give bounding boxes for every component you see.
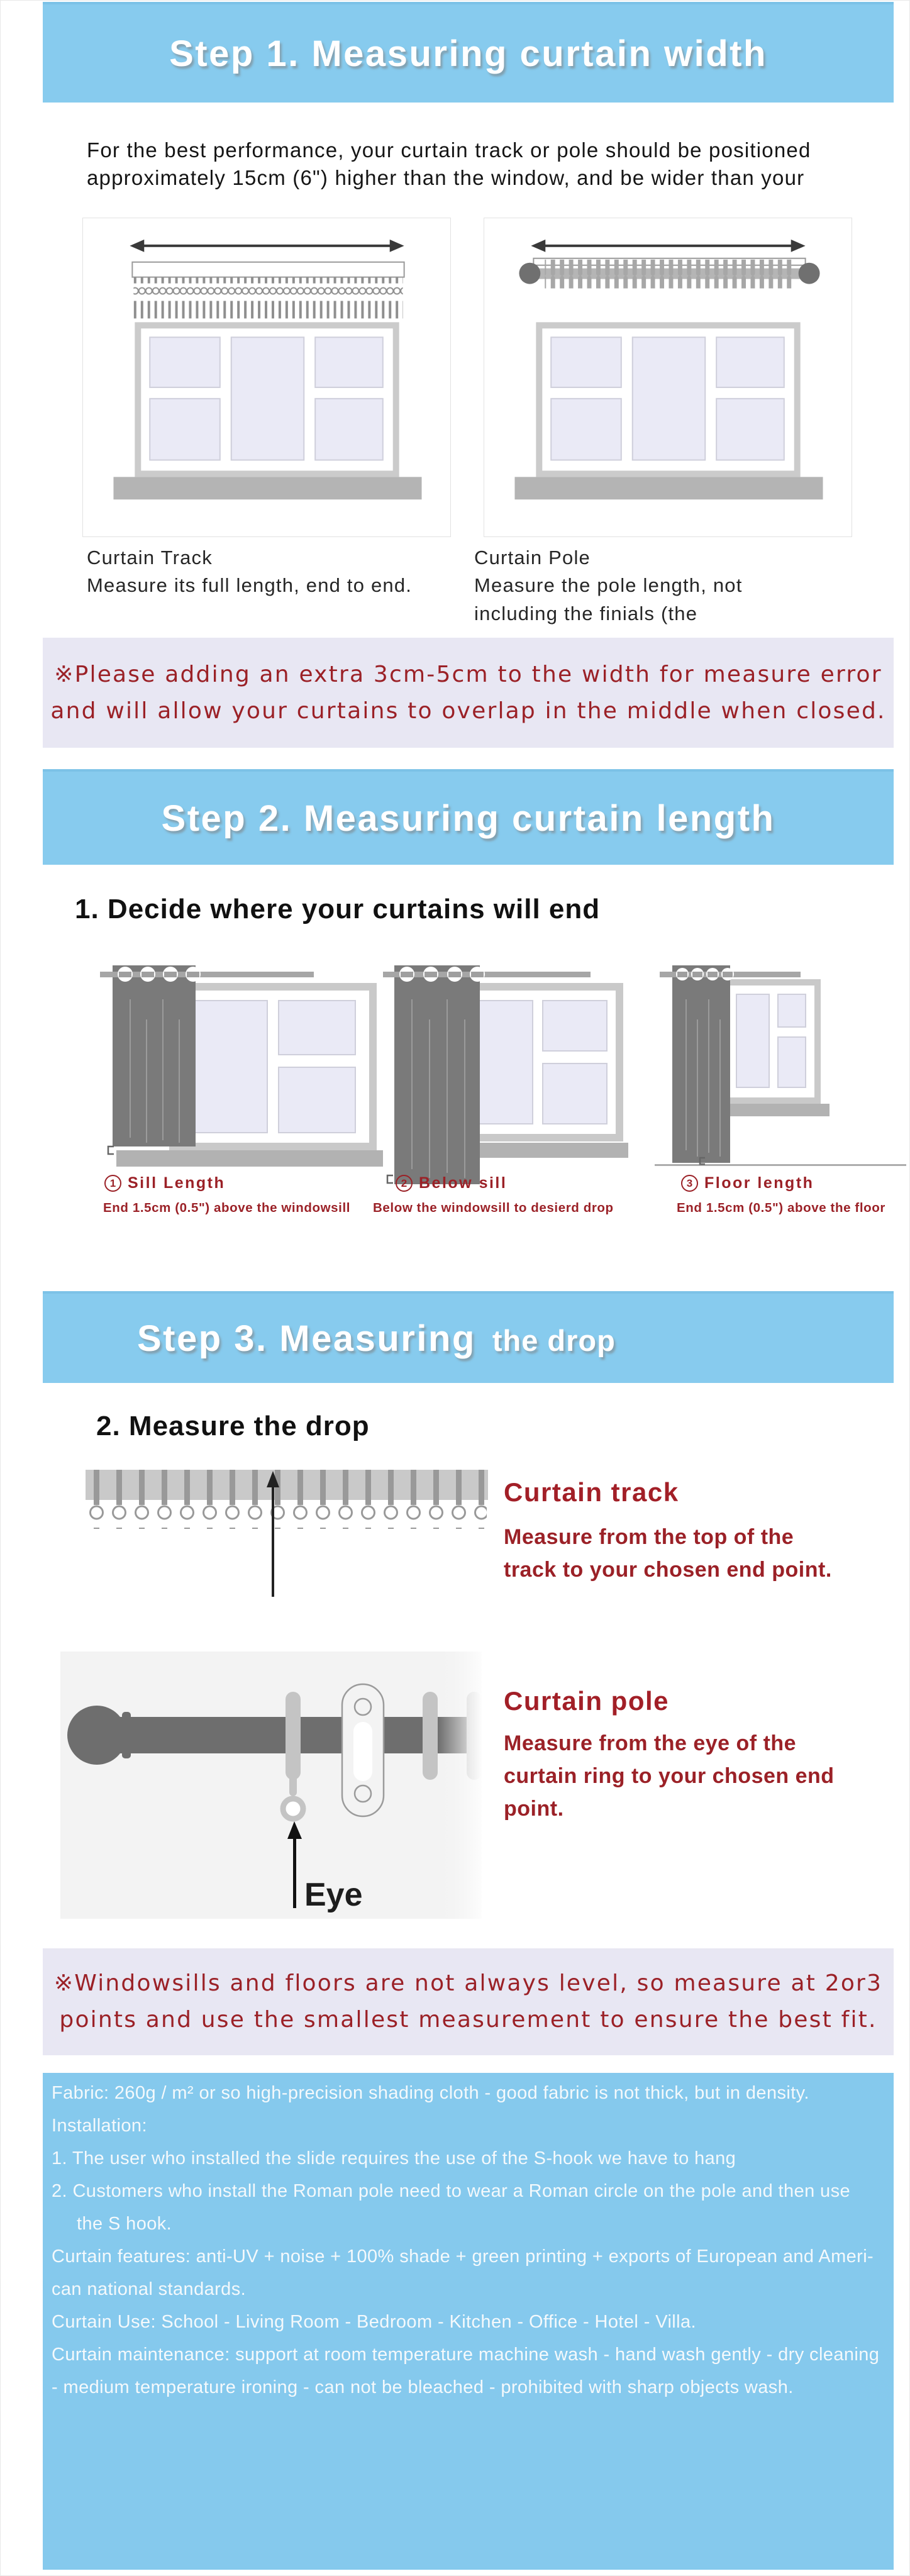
curtain-pole-label: Curtain Pole — [474, 547, 591, 569]
step3-banner — [43, 1291, 894, 1383]
option1-title-text: Sill Length — [128, 1174, 226, 1192]
option-sill-title — [104, 1174, 225, 1192]
step1-intro-text — [87, 136, 811, 192]
step3-banner-title: Step 3. Measuring the drop — [137, 1318, 616, 1359]
pole-measure-line2: curtain ring to your chosen end — [504, 1764, 835, 1788]
level-note-line2: points and use the smallest measurement to ensure the best fit. — [59, 2007, 877, 2033]
curtain-track-label: Curtain Track — [87, 547, 213, 569]
step3-banner-subtitle: the drop — [492, 1323, 616, 1357]
track-measure-line2: track to your chosen end point. — [504, 1558, 832, 1582]
option-floor-title — [681, 1174, 814, 1192]
track-hooks — [87, 1470, 487, 1529]
details-line-maintenance-2: - medium temperature ironing - can not be bleached - prohibited with sharp objects wash. — [52, 2377, 794, 2397]
curtain-pole-desc-line2: including the finials (the — [474, 602, 698, 625]
step2-banner-title: Step 2. Measuring curtain length — [161, 797, 775, 839]
sill-length-illustration — [95, 962, 387, 1172]
step2-banner — [43, 769, 894, 865]
windowsill — [725, 1104, 830, 1116]
option2-title-text: Below sill — [419, 1174, 508, 1192]
window — [721, 979, 821, 1104]
step1-intro-line2: approximately 15cm (6") higher than the window, and be wider than your — [87, 166, 805, 189]
window — [536, 322, 800, 477]
pole-rings — [545, 260, 794, 289]
level-measure-note — [43, 1948, 894, 2055]
details-line-installation: Installation: — [52, 2116, 147, 2136]
end-point-marker — [108, 1146, 114, 1154]
window — [135, 322, 399, 477]
track-hooks — [133, 277, 402, 319]
details-line-use: Curtain Use: School - Living Room - Bedroom - Kitchen - Office - Hotel - Villa. — [52, 2312, 696, 2332]
pole-finial-left — [519, 263, 540, 284]
curtain-pole-title: Curtain pole — [504, 1686, 670, 1716]
below-sill-illustration — [378, 962, 630, 1186]
pole-drop-illustration — [60, 1652, 482, 1919]
option1-number-icon: 1 — [104, 1175, 121, 1192]
measure-drop-heading: 2. Measure the drop — [96, 1411, 370, 1441]
window — [169, 983, 377, 1150]
details-line-install-2b: the S hook. — [77, 2214, 172, 2234]
option-floor-desc: End 1.5cm (0.5") above the floor — [677, 1201, 885, 1215]
width-arrow — [531, 240, 805, 252]
option2-number-icon: 2 — [396, 1175, 413, 1192]
pole-measure-line3: point. — [504, 1797, 564, 1821]
details-line-fabric: Fabric: 260g / m² or so high-precision shading cloth - good fabric is not thick, but in density. — [52, 2083, 809, 2103]
width-arrow — [130, 240, 404, 252]
curtain-panel — [672, 965, 730, 1163]
width-note-line1: ※Please adding an extra 3cm-5cm to the width for measure error — [54, 661, 882, 687]
window-pole-diagram — [484, 218, 852, 537]
windowsill — [113, 477, 421, 499]
details-line-maintenance: Curtain maintenance: support at room temperature machine wash - hand wash gently - dry cleaning — [52, 2345, 880, 2365]
pole-measure-line1: Measure from the eye of the — [504, 1731, 797, 1755]
product-details-block — [43, 2073, 894, 2570]
option-below-desc: Below the windowsill to desierd drop — [373, 1201, 614, 1215]
eye-label: Eye — [304, 1877, 363, 1913]
width-measure-note — [43, 638, 894, 748]
width-note-line2: and will allow your curtains to overlap in the middle when closed. — [50, 697, 886, 724]
edge-fade — [438, 1652, 482, 1919]
pole-finial — [67, 1706, 126, 1765]
details-line-features: Curtain features: anti-UV + noise + 100% shade + green printing + exports of European and Ameri- — [52, 2246, 874, 2267]
floor-line — [655, 1164, 906, 1166]
track-measure-line1: Measure from the top of the — [504, 1525, 794, 1549]
wall-bracket — [342, 1684, 384, 1816]
decide-end-heading: 1. Decide where your curtains will end — [75, 894, 601, 924]
window-track-diagram — [82, 218, 451, 537]
floor-length-illustration — [655, 962, 909, 1172]
pole-finial-right — [799, 263, 820, 284]
option-below-title — [396, 1174, 507, 1192]
level-note-line1: ※Windowsills and floors are not always level, so measure at 2or3 — [53, 1970, 883, 1996]
window-pole-illustration — [484, 218, 852, 536]
windowsill — [116, 1150, 383, 1167]
step1-banner-title: Step 1. Measuring curtain width — [169, 33, 767, 74]
track-drop-illustration — [86, 1466, 488, 1598]
option3-title-text: Floor length — [704, 1174, 814, 1192]
curtain-panel — [394, 965, 480, 1184]
windowsill — [514, 477, 823, 499]
window-track-illustration — [83, 218, 450, 536]
track-rail — [132, 262, 404, 277]
details-line-install-1: 1. The user who installed the slide requires the use of the S-hook we have to hang — [52, 2148, 736, 2168]
option3-number-icon: 3 — [681, 1175, 698, 1192]
details-line-install-2: 2. Customers who install the Roman pole need to wear a Roman circle on the pole and then use — [52, 2181, 851, 2201]
curtain-panel — [113, 965, 196, 1146]
finial-collar — [122, 1712, 131, 1758]
end-point-marker — [387, 1175, 393, 1183]
curtain-track-title: Curtain track — [504, 1477, 679, 1507]
step1-intro-line1: For the best performance, your curtain track or pole should be positioned — [87, 138, 811, 162]
curtain-track-desc: Measure its full length, end to end. — [87, 574, 413, 596]
illustration-background — [60, 1652, 482, 1919]
details-line-features-2: can national standards. — [52, 2279, 247, 2299]
option-sill-desc: End 1.5cm (0.5") above the windowsill — [103, 1201, 351, 1215]
step1-banner — [43, 2, 894, 103]
curtain-pole-desc-line1: Measure the pole length, not — [474, 574, 743, 596]
